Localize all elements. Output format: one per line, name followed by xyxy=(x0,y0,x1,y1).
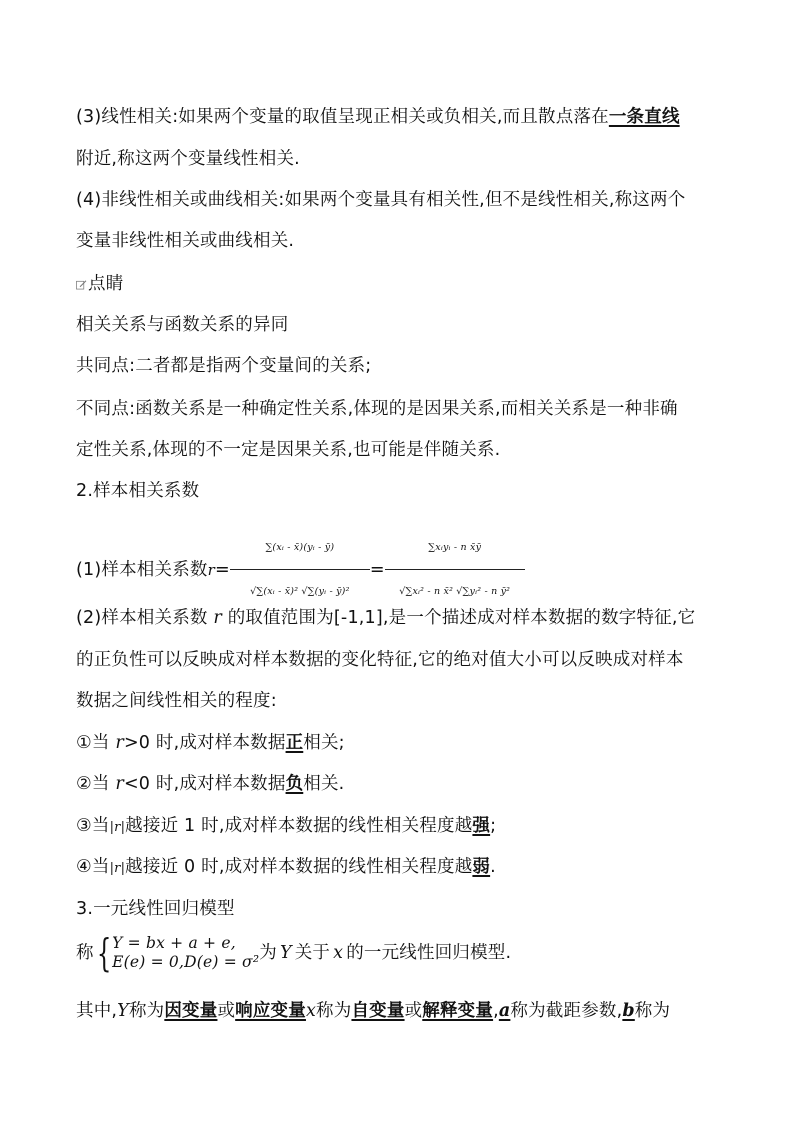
equation-system: Y = bx + a + e, E(e) = 0,D(e) = σ² xyxy=(112,934,260,971)
keyword-explanatory-variable: 解释变量 xyxy=(422,1001,494,1021)
keyword-independent-variable: 自变量 xyxy=(351,1001,405,1021)
paragraph-nonlinear-correlation: (4)非线性相关或曲线相关:如果两个变量具有相关性,但不是线性相关,称这两个 xyxy=(76,190,686,210)
paragraph-variable-terms: 其中,Y称为因变量或响应变量x称为自变量或解释变量,a称为截距参数,b称为 xyxy=(76,1001,671,1021)
paragraph-nonlinear-correlation-cont: 变量非线性相关或曲线相关. xyxy=(76,231,295,251)
keyword-b: b xyxy=(622,1001,635,1021)
case-weak: ④当|r|越接近 0 时,成对样本数据的线性相关程度越弱. xyxy=(76,857,496,877)
paragraph-differences-cont: 定性关系,体现的不一定是因果关系,也可能是伴随关系. xyxy=(76,440,501,460)
case-strong: ③当|r|越接近 1 时,成对样本数据的线性相关程度越强; xyxy=(76,816,497,836)
keyword-positive: 正 xyxy=(285,733,304,753)
heading-similarities-differences: 相关关系与函数关系的异同 xyxy=(76,315,289,335)
keyword-response-variable: 响应变量 xyxy=(235,1001,306,1021)
keyword-weak: 弱 xyxy=(472,857,491,877)
paragraph-range-cont: 的正负性可以反映成对样本数据的变化特征,它的绝对值大小可以反映成对样本 xyxy=(76,650,684,670)
left-brace: { xyxy=(96,931,112,975)
keyword-dependent-variable: 因变量 xyxy=(164,1001,218,1021)
paragraph-range: (2)样本相关系数 r 的取值范围为[-1,1],是一个描述成对样本数据的数字特征,它 xyxy=(76,608,696,628)
fraction-computational: $\frac{\text{∑xᵢyᵢ - n x̄ȳ}}{\text{√∑xᵢ² - n x̄² √∑yᵢ² - n ȳ²}}$ xyxy=(385,528,525,612)
paragraph-linear-correlation: (3)线性相关:如果两个变量的取值呈现正相关或负相关,而且散点落在一条直线 xyxy=(76,107,680,127)
section-heading-sample-correlation: 2.样本相关系数 xyxy=(76,481,200,501)
case-positive: ①当 r>0 时,成对样本数据正相关; xyxy=(76,733,345,753)
keyword-straight-line: 一条直线 xyxy=(608,107,680,127)
regression-model-definition: 称{ Y = bx + a + e, E(e) = 0,D(e) = σ² 为 Y 关于 x 的一元线性回归模型. xyxy=(76,931,512,975)
case-negative: ②当 r<0 时,成对样本数据负相关. xyxy=(76,774,345,794)
section-heading-regression-model: 3.一元线性回归模型 xyxy=(76,899,235,919)
paragraph-range-cont2: 数据之间线性相关的程度: xyxy=(76,691,277,711)
keyword-strong: 强 xyxy=(472,816,491,836)
paragraph-differences: 不同点:函数关系是一种确定性关系,体现的是因果关系,而相关关系是一种非确 xyxy=(76,399,678,419)
paragraph-common-points: 共同点:二者都是指两个变量间的关系; xyxy=(76,356,372,376)
keyword-negative: 负 xyxy=(285,774,304,794)
tip-heading: 点睛 xyxy=(76,272,123,296)
keyword-a: a xyxy=(498,1001,511,1021)
formula-sample-correlation: (1)样本相关系数r= $\frac{\text{∑(xᵢ - x̄)(yᵢ - ȳ)}}{\text{√∑(xᵢ - x̄)² √∑(yᵢ - ȳ)²}}$ = $\frac{\text{∑xᵢyᵢ - n x̄ȳ}}{\text{√∑xᵢ² - n x̄² √∑yᵢ² - n ȳ²}}$ xyxy=(76,528,525,612)
pencil-note-icon xyxy=(76,279,87,290)
fraction-definition: $\frac{\text{∑(xᵢ - x̄)(yᵢ - ȳ)}}{\text{√∑(xᵢ - x̄)² √∑(yᵢ - ȳ)²}}$ xyxy=(230,528,370,612)
paragraph-linear-correlation-cont: 附近,称这两个变量线性相关. xyxy=(76,149,300,169)
